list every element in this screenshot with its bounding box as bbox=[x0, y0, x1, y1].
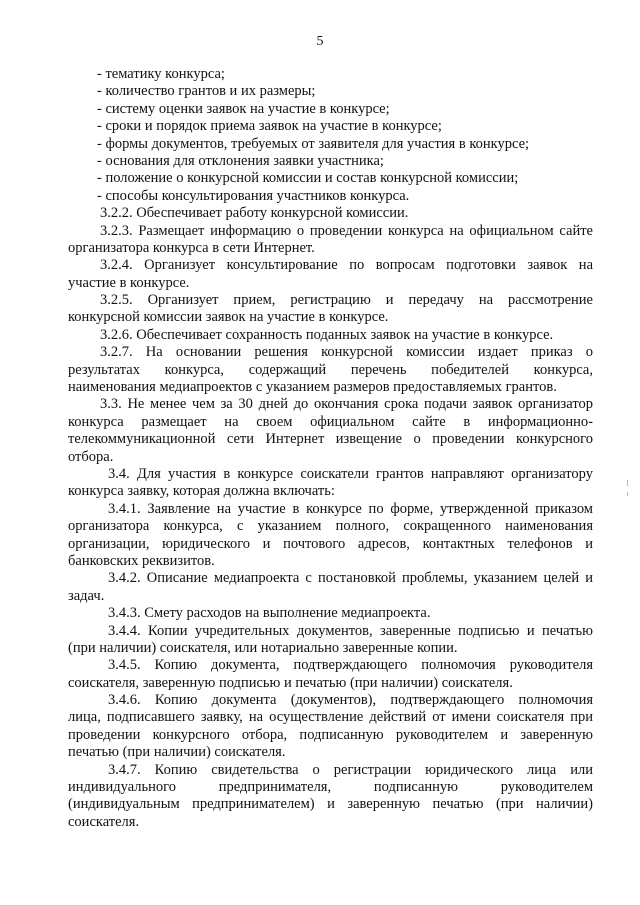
text-line: задач. bbox=[68, 587, 105, 604]
text-line: участие в конкурсе. bbox=[68, 274, 190, 291]
text-line: конкурса заявку, которая должна включать: bbox=[68, 483, 335, 500]
text-line: 3.3. Не менее чем за 30 дней до окончания срока подачи заявок организатор bbox=[100, 396, 593, 413]
text-line: - основания для отклонения заявки участника; bbox=[97, 152, 384, 169]
text-line: организации, юридического и почтового адресов, контактных телефонов и bbox=[68, 535, 593, 552]
text-line: наименования медиапроектов с указанием размеров предоставляемых грантов. bbox=[68, 379, 557, 396]
page-number: 5 bbox=[316, 34, 324, 49]
text-line: 3.4.4. Копии учредительных документов, заверенные подписью и печатью bbox=[108, 622, 593, 639]
text-line: индивидуального предпринимателя, подписанную руководителем bbox=[68, 779, 593, 796]
text-line: печатью (при наличии) соискателя. bbox=[68, 744, 286, 761]
text-line: (индивидуальным предпринимателем) и заверенную печатью (при наличии) bbox=[68, 796, 593, 813]
text-line: 3.2.5. Организует прием, регистрацию и передачу на рассмотрение bbox=[100, 292, 593, 309]
text-line: лица, подписавшего заявку, на осуществление действий от имени соискателя при bbox=[68, 709, 593, 726]
document-body bbox=[68, 66, 593, 831]
text-line: отбора. bbox=[68, 448, 114, 465]
scan-speck bbox=[627, 480, 628, 486]
text-line: 3.4.1. Заявление на участие в конкурсе по форме, утвержденной приказом bbox=[108, 500, 593, 517]
text-line: 3.4.3. Смету расходов на выполнение медиапроекта. bbox=[108, 605, 431, 622]
text-line: - сроки и порядок приема заявок на участие в конкурсе; bbox=[97, 118, 442, 135]
text-line: - систему оценки заявок на участие в конкурсе; bbox=[97, 100, 390, 117]
text-line: проведении конкурсного отбора, подписанную руководителем и заверенную bbox=[68, 726, 593, 743]
text-line: - количество грантов и их размеры; bbox=[97, 83, 316, 100]
text-line: 3.2.2. Обеспечивает работу конкурсной комиссии. bbox=[100, 205, 409, 222]
text-line: конкурса размещает на своем официальном сайте в информационно- bbox=[68, 413, 593, 430]
text-line: - способы консультирования участников конкурса. bbox=[97, 187, 410, 204]
text-line: - тематику конкурса; bbox=[97, 66, 225, 82]
text-line: соискателя. bbox=[68, 813, 140, 830]
text-line: организатора конкурса в сети Интернет. bbox=[68, 239, 315, 256]
text-line: - формы документов, требуемых от заявителя для участия в конкурсе; bbox=[97, 135, 530, 152]
text-line: 3.2.4. Организует консультирование по вопросам подготовки заявок на bbox=[100, 257, 593, 274]
text-line: банковских реквизитов. bbox=[68, 552, 215, 569]
text-line: (при наличии) соискателя, или нотариально заверенные копии. bbox=[68, 639, 458, 656]
text-line: 3.2.7. На основании решения конкурсной комиссии издает приказ о bbox=[100, 344, 593, 361]
scan-speck bbox=[627, 492, 628, 496]
text-line: организатора конкурса, с указанием полного, сокращенного наименования bbox=[68, 518, 593, 535]
text-line: 3.4.6. Копию документа (документов), подтверждающего полномочия bbox=[108, 692, 593, 709]
text-line: конкурсной комиссии заявок на участие в конкурсе. bbox=[68, 309, 389, 326]
text-line: 3.2.6. Обеспечивает сохранность поданных заявок на участие в конкурсе. bbox=[100, 326, 554, 343]
text-line: телекоммуникационной сети Интернет извещение о проведении конкурсного bbox=[68, 431, 593, 448]
text-line: соискателя, заверенную подписью и печатью (при наличии) соискателя. bbox=[68, 674, 513, 691]
text-line: 3.4. Для участия в конкурсе соискатели грантов направляют организатору bbox=[108, 465, 593, 482]
text-line: 3.4.7. Копию свидетельства о регистрации юридического лица или bbox=[108, 761, 593, 778]
text-line: 3.2.3. Размещает информацию о проведении конкурса на официальном сайте bbox=[100, 222, 593, 239]
text-line: результатах конкурса, содержащий перечень победителей конкурса, bbox=[68, 361, 593, 378]
text-line: - положение о конкурсной комиссии и состав конкурсной комиссии; bbox=[97, 170, 519, 187]
text-line: 3.4.2. Описание медиапроекта с постановкой проблемы, указанием целей и bbox=[108, 570, 593, 587]
text-line: 3.4.5. Копию документа, подтверждающего полномочия руководителя bbox=[108, 657, 593, 674]
